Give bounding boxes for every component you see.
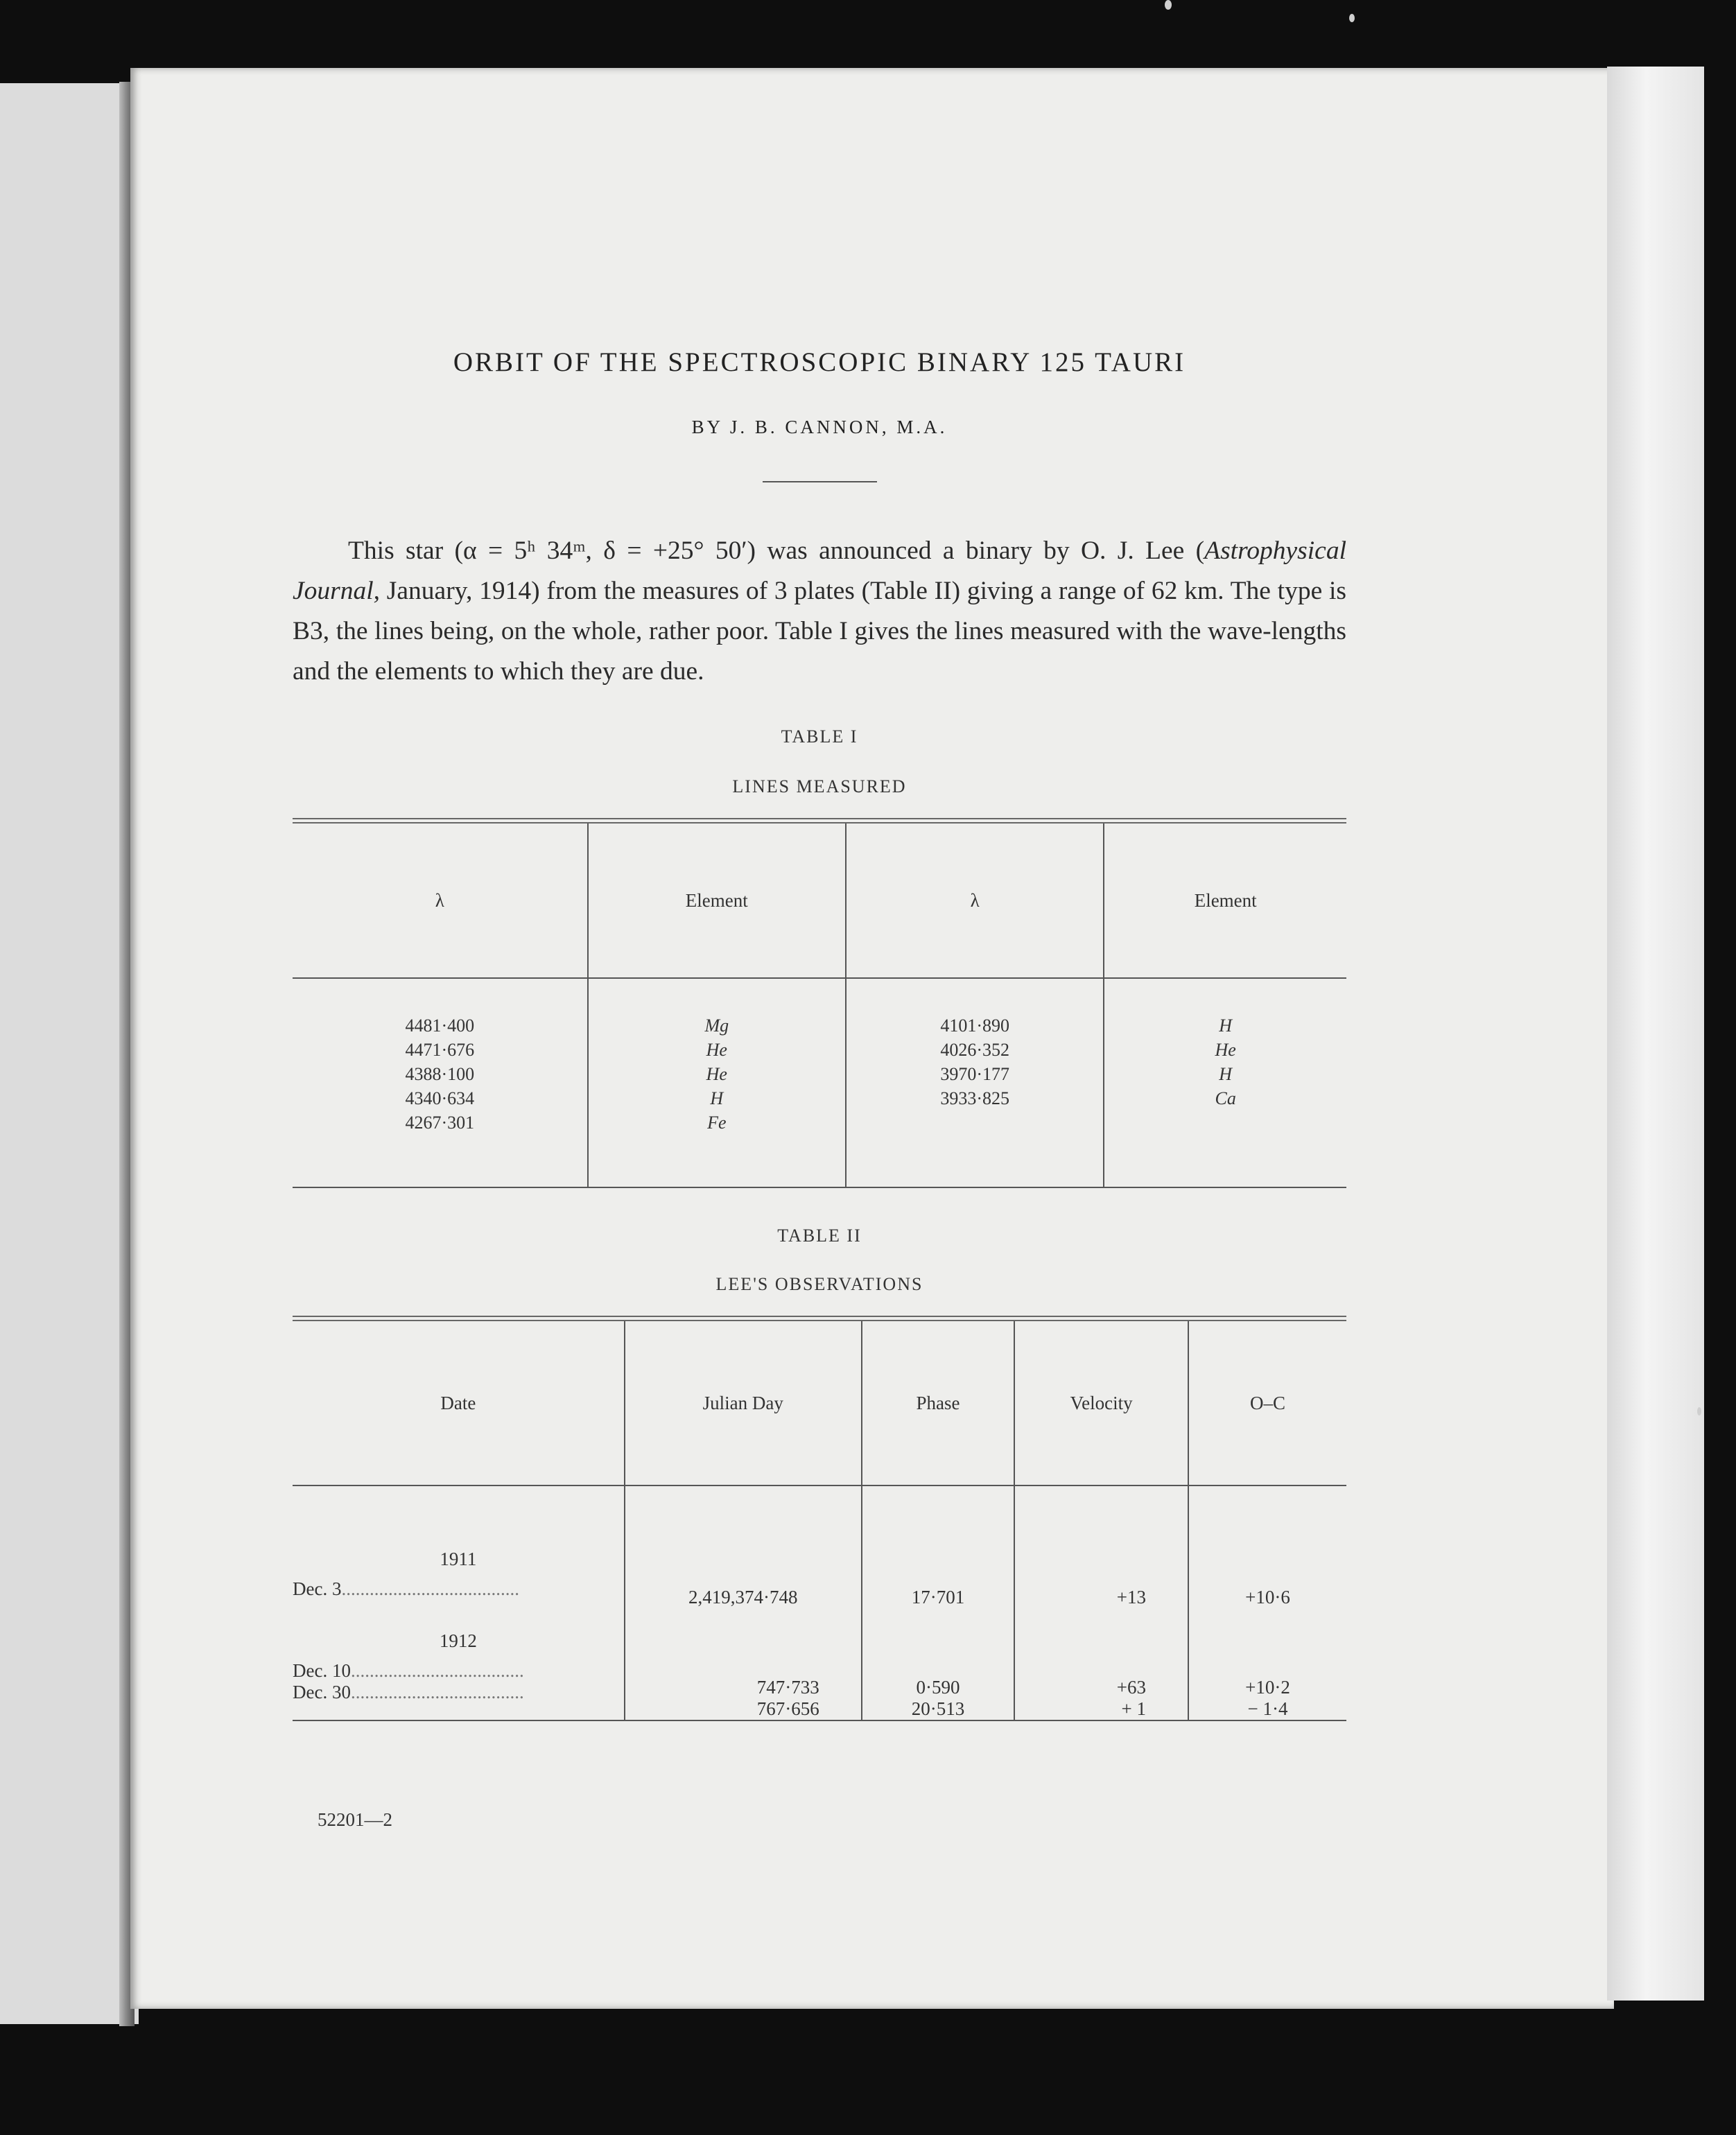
table2-date-col	[293, 1485, 625, 1720]
table1-cell: 4026·352	[940, 1040, 1010, 1060]
leader-dots: .....................................	[350, 1682, 524, 1702]
journal-name: Astrophysical Journal,	[293, 537, 1346, 605]
table2-date: Dec. 10	[293, 1660, 351, 1681]
table1-top-rule	[293, 818, 1346, 824]
table2-header-velocity: Velocity	[1014, 1321, 1188, 1485]
title-rule	[763, 481, 877, 482]
table1-cell: Mg	[704, 1016, 729, 1036]
intro-text-1: This star (α = 5ʰ 34ᵐ, δ = +25° 50′) was announced a binary by O. J. Lee (	[348, 537, 1205, 565]
table2-cell: 17·701	[911, 1587, 965, 1607]
table2-cell: 767·656	[756, 1698, 819, 1719]
table2-date-row	[293, 1660, 624, 1682]
table1-cell: 4481·400	[405, 1016, 475, 1036]
table1-cell: H	[1219, 1016, 1233, 1036]
table2-year: 1912	[439, 1630, 477, 1651]
left-page	[0, 83, 139, 2024]
table2-cell: 2,419,374·748	[688, 1587, 798, 1607]
table2-oc-col	[1188, 1485, 1346, 1720]
table1	[293, 818, 1346, 1188]
dust-speck	[1165, 0, 1172, 10]
table2-cell: − 1·4	[1247, 1698, 1288, 1719]
dust-speck	[1697, 1407, 1701, 1415]
table2-top-rule	[293, 1316, 1346, 1321]
table2-cell: + 1	[1121, 1698, 1146, 1719]
table1-cell: 4340·634	[405, 1088, 475, 1108]
table1-cell: H	[1219, 1064, 1233, 1084]
table1-header-lambda-1: λ	[293, 824, 588, 978]
table2-year: 1911	[440, 1549, 477, 1569]
table1-header-element-2: Element	[1104, 824, 1346, 978]
table2-header-date: Date	[293, 1321, 625, 1485]
table1-cell: 4267·301	[405, 1113, 475, 1133]
table1-header-element-1: Element	[588, 824, 846, 978]
table1-subtitle: LINES MEASURED	[732, 776, 907, 796]
intro-paragraph	[293, 531, 1346, 692]
table2-velocity-col	[1014, 1485, 1188, 1720]
table2-cell: +63	[1116, 1677, 1146, 1698]
dust-speck	[1349, 14, 1355, 22]
intro-text-2: January, 1914) from the measures of 3 plates (Table II) giving a range of 62 km. The type is B3, the lines being, on the whole, rather poor. Table I gives the lines measured with the wave-lengths and the elements to which they are due.	[293, 577, 1346, 686]
signature-mark: 52201—2	[318, 1809, 392, 1830]
table1-cell: 4388·100	[405, 1064, 475, 1084]
table1-col-lambda-1	[293, 978, 588, 1187]
byline: BY J. B. CANNON, M.A.	[691, 417, 948, 437]
table2-cell: 20·513	[911, 1698, 965, 1719]
table2-cell: 0·590	[916, 1677, 960, 1698]
table2-header-oc: O–C	[1188, 1321, 1346, 1485]
table2-julian-col	[625, 1485, 862, 1720]
table1-cell: He	[1215, 1040, 1236, 1060]
article-title: ORBIT OF THE SPECTROSCOPIC BINARY 125 TAURI	[453, 347, 1186, 377]
table1-col-element-1	[588, 978, 846, 1187]
table1-cell: 4471·676	[405, 1040, 475, 1060]
table1-header-lambda-2: λ	[846, 824, 1104, 978]
table2	[293, 1316, 1346, 1721]
table2-date-row	[293, 1682, 624, 1703]
table1-cell: H	[710, 1088, 724, 1108]
table2-header-julian-day: Julian Day	[625, 1321, 862, 1485]
table1-col-lambda-2	[846, 978, 1104, 1187]
table2-cell: +10·2	[1245, 1677, 1290, 1698]
table1-cell: 3933·825	[940, 1088, 1010, 1108]
table1-cell: Fe	[707, 1113, 727, 1133]
article	[293, 347, 1346, 1721]
table1-cell: Ca	[1215, 1088, 1236, 1108]
table2-cell: +13	[1116, 1587, 1146, 1607]
table1-col-element-2	[1104, 978, 1346, 1187]
table1-title: TABLE I	[781, 726, 858, 747]
table2-header-phase: Phase	[862, 1321, 1014, 1485]
table2-cell: 747·733	[756, 1677, 819, 1698]
table1-cell: He	[706, 1040, 727, 1060]
page-edge	[1607, 67, 1704, 2001]
leader-dots: ......................................	[341, 1578, 519, 1599]
table2-phase-col	[862, 1485, 1014, 1720]
table2-date: Dec. 3	[293, 1578, 342, 1599]
table2-bottom-rule	[293, 1720, 1346, 1721]
table2-title: TABLE II	[777, 1226, 862, 1246]
table1-cell: 3970·177	[940, 1064, 1010, 1084]
table2-subtitle: LEE'S OBSERVATIONS	[715, 1274, 923, 1294]
table2-date-row	[293, 1578, 624, 1600]
leader-dots: .....................................	[350, 1660, 524, 1681]
table2-date: Dec. 30	[293, 1682, 351, 1702]
table1-cell: He	[706, 1064, 727, 1084]
table1-cell: 4101·890	[940, 1016, 1010, 1036]
table2-cell: +10·6	[1245, 1587, 1290, 1607]
